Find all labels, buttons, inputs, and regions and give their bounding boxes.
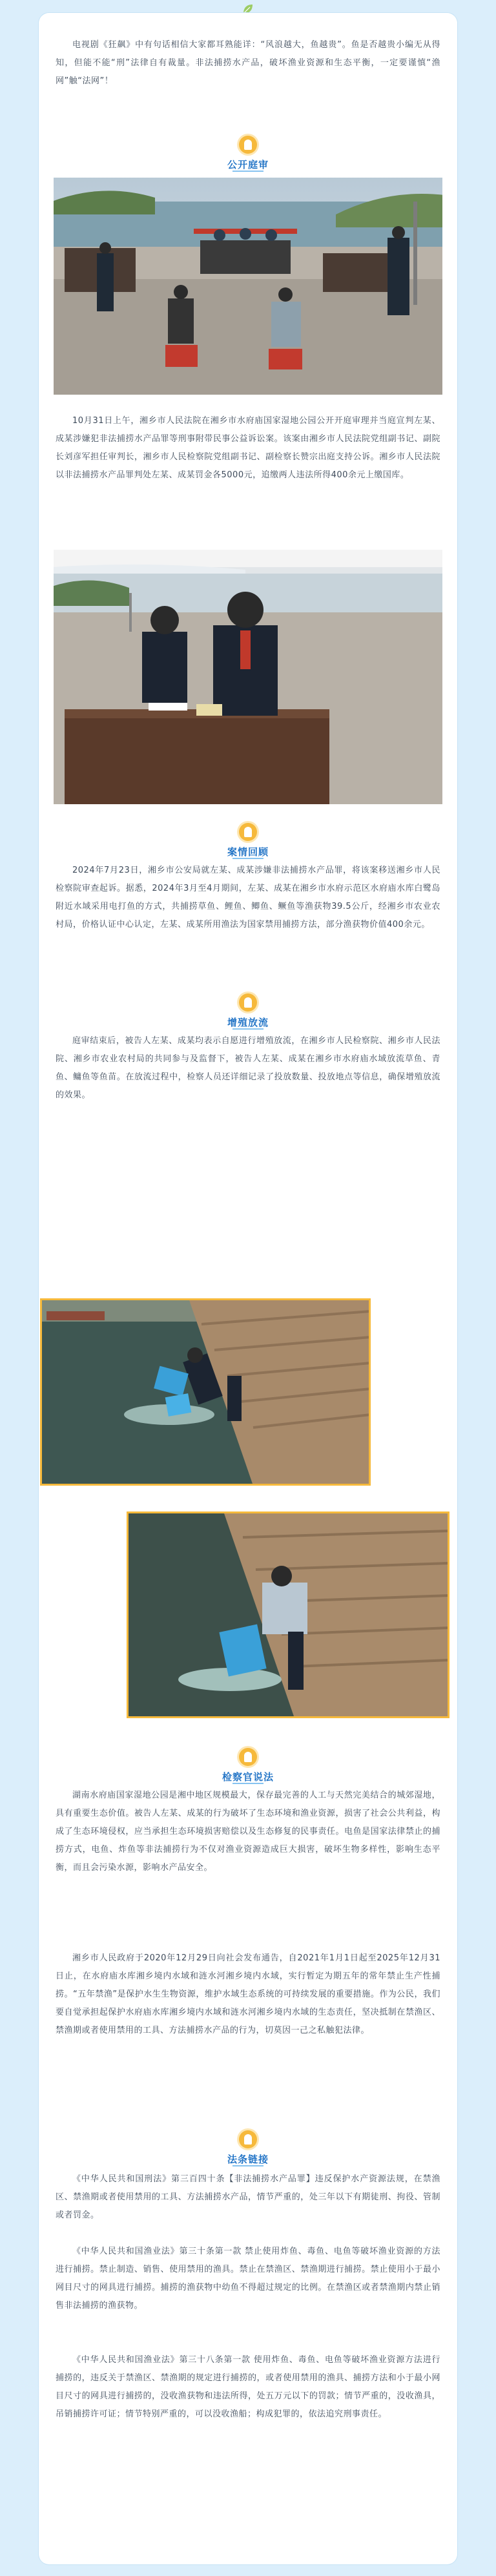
section-badge-icon: [239, 2130, 257, 2148]
divider: [232, 2165, 264, 2166]
hearing-paragraph: 10月31日上午，湘乡市人民法院在湘乡市水府庙国家湿地公园公开开庭审理并当庭宣判左某、成某涉嫌犯非法捕捞水产品罪等刑事附带民事公益诉讼案。该案由湘乡市人民法院党组副书记、副院长刘彦军担任审判长，湘乡市人民检察院党组副书记、副检察长赞宗出庭支持公诉。湘乡市人民法院以非法捕捞水产品罪判处左某、成某罚金各5000元，追缴两人违法所得400余元上缴国库。: [56, 416, 440, 480]
judge-paragraph-2: 湘乡市人民政府于2020年12月29日向社会发布通告，自2021年1月1日起至2025年12月31日止，在水府庙水库湘乡境内水域和涟水河湘乡境内水域，实行暂定为期五年的常年禁止生产性捕捞。“五年禁渔”是保护水生生物资源，维护水域生态系统的可持续发展的重要措施。作为公民，我们要自觉承担起保护水府庙水库湘乡境内水域和涟水河湘乡境内水域的生态责任，坚决抵制在禁渔区、禁渔期或者使用禁用的工具、方法捕捞水产品的行为，切莫因一己之私触犯法律。: [56, 1953, 440, 2035]
law-paragraph-2: 《中华人民共和国渔业法》第三十条第一款 禁止使用炸鱼、毒鱼、电鱼等破坏渔业资源的方法进行捕捞。禁止制造、销售、使用禁用的渔具。禁止在禁渔区、禁渔期进行捕捞。禁止使用小于最小网目尺寸的网具进行捕捞。捕捞的渔获物中幼鱼不得超过规定的比例。在禁渔区或者禁渔期内禁止销售非法捕捞的渔获物。: [56, 2247, 440, 2311]
prosecutors-photo: [52, 548, 444, 806]
law-paragraph-3: 《中华人民共和国渔业法》第三十八条第一款 使用炸鱼、毒鱼、电鱼等破坏渔业资源方法进行捕捞的，违反关于禁渔区、禁渔期的规定进行捕捞的，或者使用禁用的渔具、捕捞方法和小于最小网目尺寸的网具进行捕捞的，没收渔获物和违法所得，处五万元以下的罚款；情节严重的，没收渔具，吊销捕捞许可证；情节特别严重的，可以没收渔船；构成犯罪的，依法追究刑事责任。: [56, 2355, 440, 2419]
divider: [232, 1028, 264, 1030]
section-badge-icon: [239, 823, 257, 841]
intro-paragraph: 电视剧《狂飙》中有句话相信大家都耳熟能详：“风浪越大，鱼越贵”。鱼是否越贵小编无从得知，但能不能“刑”法律自有裁量。非法捕捞水产品，破坏渔业资源和生态平衡，一定要谨慎“渔网”触“法网”！: [56, 40, 440, 86]
judge-paragraph-1: 湖南水府庙国家湿地公园是湘中地区规模最大，保存最完善的人工与天然完美结合的城郊湿地，具有重要生态价值。被告人左某、成某的行为破坏了生态环境和渔业资源，损害了社会公共利益，构成了生态环境侵权，应当承担生态环境损害赔偿以及生态修复的民事责任。电鱼是国家法律禁止的捕捞方式，电鱼、炸鱼等非法捕捞行为不仅对渔业资源造成巨大损害，破坏生物多样性，影响生态平衡，而且会污染水源，影响水产品安全。: [56, 1791, 440, 1873]
section-badge-icon: [239, 1748, 257, 1766]
section-heading-review: [151, 823, 345, 858]
fish-release-photo-2: [127, 1511, 450, 1718]
divider: [232, 171, 264, 172]
section-title: 增殖放流: [227, 1017, 269, 1028]
fish-release-photo-1: [40, 1298, 371, 1486]
section-heading-law: [151, 2130, 345, 2165]
release-paragraph: 庭审结束后，被告人左某、成某均表示自愿进行增殖放流，在湘乡市人民检察院、湘乡市人民法院、湘乡市农业农村局的共同参与及监督下，被告人左某、成某在湘乡市水府庙水域放流草鱼、青鱼、鳙鱼等鱼苗。在放流过程中，检察人员还详细记录了投放数量、投放地点等信息，确保增殖放流的效果。: [56, 1036, 440, 1100]
section-heading-judge: [151, 1748, 345, 1783]
review-paragraph: 2024年7月23日，湘乡市公安局就左某、成某涉嫌非法捕捞水产品罪，将该案移送湘乡市人民检察院审查起诉。据悉，2024年3月至4月期间，左某、成某在湘乡市水府示范区水府庙水库白鹭岛附近水域采用电打鱼的方式，共捕捞草鱼、鲤鱼、鲫鱼、鳜鱼等渔获物39.5公斤，经湘乡市农业农村局，价格认证中心认定，左某、成某所用渔法为国家禁用捕捞方法，部分渔获物价值400余元。: [56, 866, 440, 930]
courtroom-photo: [52, 176, 444, 397]
law-paragraph-1: 《中华人民共和国刑法》第三百四十条【非法捕捞水产品罪】违反保护水产资源法规，在禁渔区、禁渔期或者使用禁用的工具、方法捕捞水产品，情节严重的，处三年以下有期徒刑、拘役、管制或者罚金。: [56, 2174, 440, 2220]
section-badge-icon: [239, 993, 257, 1012]
section-heading-release: [151, 993, 345, 1028]
section-title: 公开庭审: [227, 159, 269, 171]
section-title: 法条链接: [227, 2154, 269, 2165]
divider: [232, 1783, 264, 1784]
section-title: 案情回顾: [227, 846, 269, 858]
section-heading-hearing: [151, 136, 345, 171]
section-badge-icon: [239, 136, 257, 154]
divider: [232, 858, 264, 859]
section-title: 检察官说法: [222, 1771, 274, 1783]
